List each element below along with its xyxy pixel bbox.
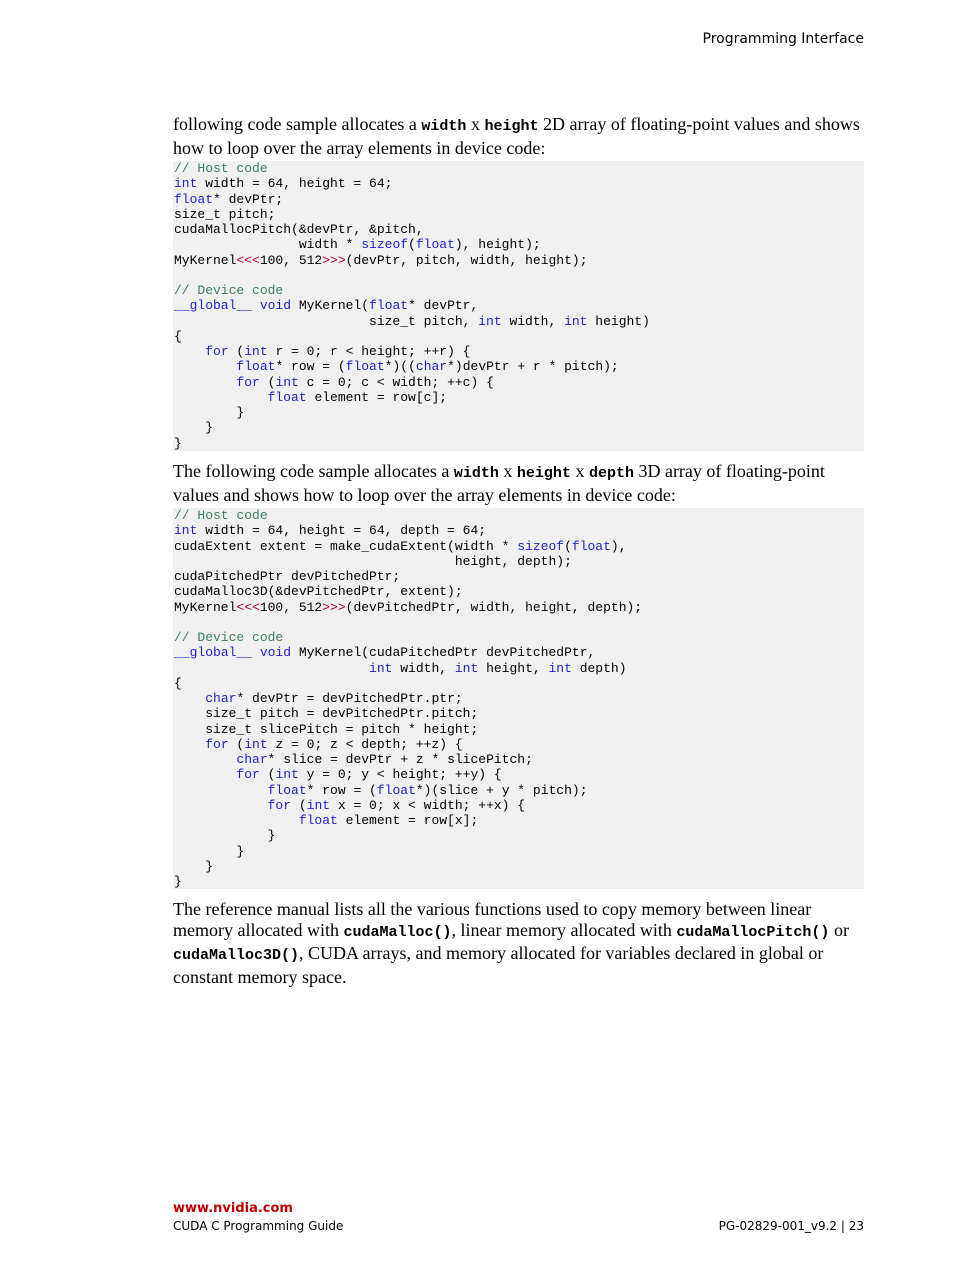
code-keyword: for [236, 374, 260, 390]
code-line [174, 523, 864, 538]
code-text: width, [501, 313, 565, 329]
inline-code-width: width [453, 465, 499, 482]
para-3-text-1: The reference manual lists all the various functions used to copy memory between linear memory allocated with [173, 899, 812, 940]
code-line [174, 298, 864, 313]
code-keyword: char [415, 359, 448, 375]
code-text: cudaPitchedPtr devPitchedPtr; [174, 569, 401, 584]
code-keyword: for [267, 797, 292, 813]
code-text: (devPtr, pitch, width, height); [345, 252, 588, 268]
code-keyword: int [548, 660, 572, 676]
code-text [174, 390, 268, 405]
code-line [174, 176, 864, 191]
code-text: ), height); [454, 237, 541, 253]
code-text [252, 298, 260, 313]
code-text [252, 645, 260, 660]
code-line [174, 828, 864, 843]
code-line [174, 661, 864, 676]
code-line [174, 645, 864, 660]
code-line [174, 207, 864, 222]
para-3-text-3: or [829, 919, 849, 940]
code-text: MyKernel(cudaPitchedPtr devPitchedPtr, [291, 645, 596, 661]
code-keyword: float [267, 389, 307, 405]
code-keyword: int [478, 313, 502, 329]
code-keyword: int [275, 767, 299, 783]
code-keyword: for [205, 344, 229, 359]
code-text: * slice = devPtr + z * slicePitch; [267, 752, 533, 767]
code-text: width * [174, 237, 362, 253]
code-keyword: for [205, 736, 229, 752]
code-keyword: char [236, 752, 268, 767]
code-line [174, 390, 864, 405]
code-keyword: __global__ [174, 298, 253, 314]
code-text [174, 767, 236, 782]
code-text: x = 0; x < width; ++x) { [330, 797, 526, 813]
code-text: (devPitchedPtr, width, height, depth); [345, 599, 643, 615]
code-line [174, 783, 864, 798]
code-keyword: float [345, 359, 385, 375]
code-line [174, 844, 864, 859]
code-comment: // Device code [174, 283, 284, 298]
code-text: } [174, 405, 245, 420]
code-line [174, 569, 864, 584]
code-keyword: float [236, 359, 276, 375]
code-keyword: float [415, 237, 455, 253]
inline-code-width: width [421, 118, 467, 135]
code-line [174, 508, 864, 523]
code-text: size_t pitch = devPitchedPtr.pitch; [174, 706, 479, 722]
inline-code-cudamallocpitch: cudaMallocPitch() [676, 923, 830, 941]
code-line [174, 237, 864, 252]
code-text: MyKernel [174, 599, 237, 615]
code-line [174, 436, 864, 451]
code-text: * devPtr; [213, 191, 284, 207]
code-text [174, 359, 236, 374]
code-text: element = row[c]; [306, 389, 448, 405]
code-line [174, 813, 864, 828]
code-text: ), [610, 538, 627, 554]
code-keyword: int [564, 313, 588, 329]
code-text: } [174, 858, 214, 874]
code-block-2d [173, 161, 864, 451]
code-text: MyKernel [174, 252, 237, 268]
code-text: *)(slice + y * pitch); [415, 782, 588, 798]
code-line [174, 375, 864, 390]
code-keyword: float [174, 191, 214, 207]
code-keyword: void [259, 298, 292, 314]
code-text: width, [392, 660, 455, 676]
code-keyword: int [244, 736, 268, 752]
para-2-text-3: x [570, 461, 589, 481]
code-text: { [174, 675, 182, 691]
code-text: } [174, 420, 214, 436]
code-text: depth) [571, 660, 627, 676]
code-launch-bracket: >>> [322, 252, 346, 268]
code-text [174, 798, 268, 813]
code-text: * row = ( [275, 359, 346, 375]
code-keyword: float [369, 298, 409, 314]
code-text: size_t pitch; [174, 206, 276, 222]
code-launch-bracket: >>> [322, 599, 346, 615]
code-text: size_t pitch, [174, 313, 479, 329]
code-text: size_t slicePitch = pitch * height; [174, 721, 479, 737]
code-text: 100, 512 [259, 252, 323, 268]
code-text: * row = ( [306, 782, 377, 798]
code-text: cudaExtent extent = make_cudaExtent(width * [174, 538, 518, 554]
intro-text-3: 2D array of floating-point values and shows how to loop over the array elements in device code: [173, 114, 860, 158]
para-2-text-4: 3D array of floating-point values and shows how to loop over the array elements in device code: [173, 461, 825, 505]
code-text: height, [478, 660, 549, 676]
code-text: *)(( [384, 359, 416, 375]
code-text: ( [564, 538, 572, 554]
code-text: cudaMalloc3D(&devPitchedPtr, extent); [174, 584, 463, 600]
code-keyword: for [236, 767, 260, 783]
intro-text-1: following code sample allocates a [173, 114, 422, 134]
code-text: ( [408, 237, 416, 253]
code-line [174, 706, 864, 721]
para-2-text-1: The following code sample allocates a [173, 461, 454, 481]
code-keyword: int [174, 523, 198, 539]
code-line [174, 161, 864, 176]
code-keyword: sizeof [361, 237, 409, 253]
code-line [174, 329, 864, 344]
code-text: } [174, 874, 182, 889]
inline-code-cudamalloc: cudaMalloc() [343, 923, 452, 941]
inline-code-cudamalloc3d: cudaMalloc3D() [173, 947, 300, 964]
code-keyword: __global__ [174, 645, 253, 661]
code-keyword: int [244, 344, 268, 359]
code-text [174, 783, 268, 798]
code-line [174, 359, 864, 374]
code-keyword: void [259, 645, 292, 661]
code-text: ( [259, 767, 276, 783]
inline-code-height: height [484, 118, 539, 135]
code-line [174, 344, 864, 359]
code-line [174, 268, 864, 283]
code-line [174, 859, 864, 874]
code-text: width = 64, height = 64; [197, 176, 393, 192]
code-text: c = 0; c < width; ++c) { [298, 374, 494, 390]
code-launch-bracket: <<< [236, 252, 260, 268]
code-text: ( [259, 374, 276, 390]
code-text: { [174, 328, 182, 344]
para-3-text-4: , CUDA arrays, and memory allocated for variables declared in global or constant memory space. [173, 943, 824, 987]
code-text [174, 344, 205, 359]
para-2-text-2: x [498, 461, 517, 481]
code-keyword: int [306, 797, 331, 813]
code-text: MyKernel( [291, 298, 370, 314]
inline-code-height: height [516, 465, 571, 482]
code-keyword: int [369, 660, 393, 676]
code-text: height) [587, 313, 650, 329]
code-text [174, 813, 299, 828]
code-keyword: float [267, 782, 307, 798]
intro-text-2: x [466, 114, 485, 134]
code-line [174, 691, 864, 706]
code-line [174, 253, 864, 268]
code-line [174, 420, 864, 435]
code-text [174, 691, 205, 706]
code-launch-bracket: <<< [236, 599, 260, 615]
code-line [174, 798, 864, 813]
code-keyword: float [376, 782, 416, 798]
code-line [174, 405, 864, 420]
code-line [174, 676, 864, 691]
code-line [174, 752, 864, 767]
code-text: z = 0; z < depth; ++z) { [267, 736, 463, 752]
code-line [174, 314, 864, 329]
code-text: } [174, 843, 245, 859]
code-text: * devPtr, [408, 298, 479, 314]
code-line [174, 539, 864, 554]
inline-code-depth: depth [588, 465, 634, 482]
paragraph-reference [173, 899, 864, 987]
footer-doc-id: PG-02829-001_v9.2 | 23 [718, 1219, 864, 1233]
code-text: r = 0; r < height; ++r) { [267, 344, 471, 359]
code-text: * devPtr = devPitchedPtr.ptr; [236, 691, 463, 706]
para-3-text-2: , linear memory allocated with [451, 919, 677, 940]
code-text [174, 752, 236, 767]
code-keyword: char [205, 691, 237, 706]
code-comment: // Host code [174, 161, 268, 176]
intro-paragraph [173, 114, 864, 158]
footer-link[interactable]: www.nvidia.com [173, 1201, 293, 1216]
code-line [174, 615, 864, 630]
code-line [174, 630, 864, 645]
code-line [174, 554, 864, 569]
code-text: cudaMallocPitch(&devPtr, &pitch, [174, 222, 424, 237]
paragraph-3d [173, 461, 864, 505]
code-text: y = 0; y < height; ++y) { [298, 767, 502, 783]
code-line [174, 600, 864, 615]
footer-guide-title: CUDA C Programming Guide [173, 1219, 344, 1233]
page-content [173, 114, 864, 987]
code-keyword: int [174, 176, 198, 192]
code-line [174, 722, 864, 737]
code-text: ( [228, 344, 245, 359]
code-text: *)devPtr + r * pitch); [447, 359, 619, 375]
code-text [174, 737, 205, 752]
code-keyword: float [298, 813, 338, 828]
code-line [174, 767, 864, 782]
code-text: element = row[x]; [337, 813, 479, 828]
code-text: ( [291, 797, 307, 813]
code-block-3d [173, 508, 864, 889]
code-text: height, depth); [174, 553, 572, 569]
code-line [174, 283, 864, 298]
code-comment: // Device code [174, 630, 284, 645]
code-text [174, 375, 236, 390]
code-keyword: float [571, 538, 611, 554]
code-text: } [174, 828, 276, 844]
code-keyword: int [454, 660, 479, 676]
running-header: Programming Interface [702, 31, 864, 47]
code-text: width = 64, height = 64, depth = 64; [197, 523, 487, 539]
code-keyword: sizeof [517, 538, 565, 554]
code-line [174, 584, 864, 599]
code-text: } [174, 435, 182, 451]
code-line [174, 192, 864, 207]
code-line [174, 874, 864, 889]
code-line [174, 737, 864, 752]
code-keyword: int [275, 374, 299, 390]
code-comment: // Host code [174, 508, 268, 523]
code-line [174, 222, 864, 237]
code-text: 100, 512 [259, 599, 323, 615]
code-text: ( [228, 736, 245, 752]
code-text [174, 661, 369, 676]
